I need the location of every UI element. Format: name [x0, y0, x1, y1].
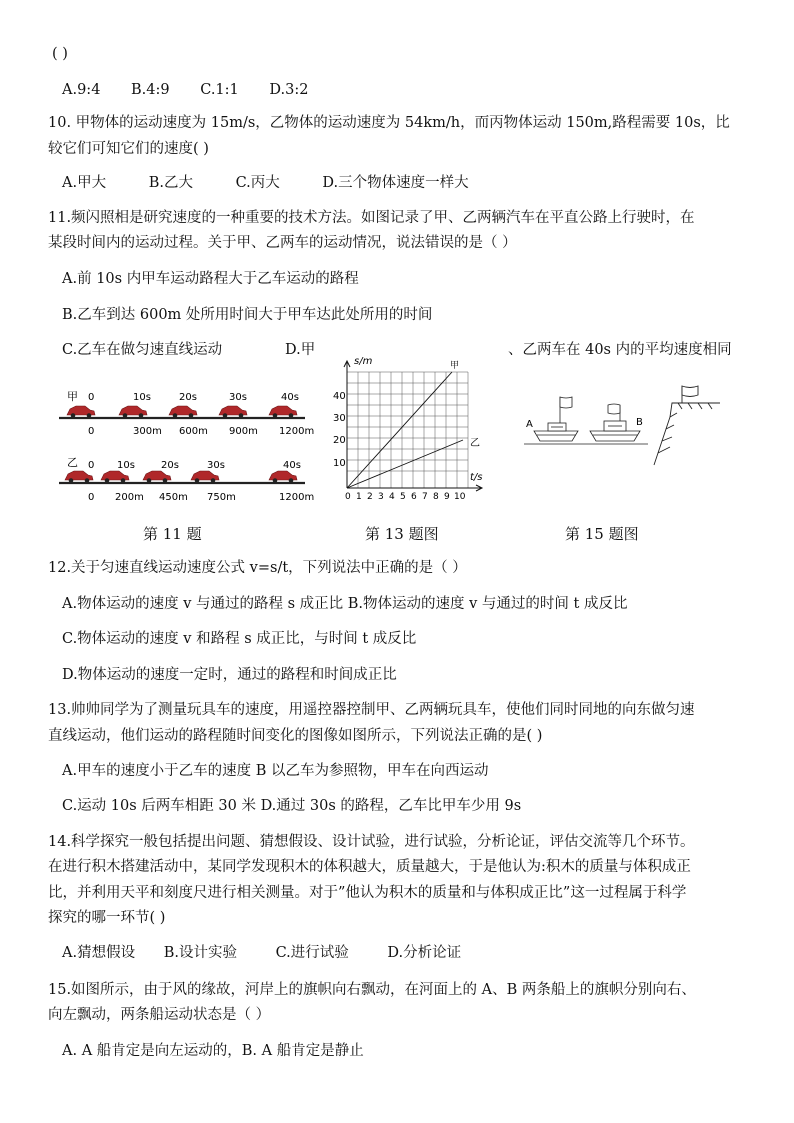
q13-options-ab: A.甲车的速度小于乙车的速度 B 以乙车为参照物，甲车在向西运动	[62, 763, 489, 779]
fig13-ylabel: s/m	[354, 356, 373, 367]
q15-stem-line1: 15.如图所示，由于风的缘故，河岸上的旗帜向右飘动，在河面上的 A、B 两条船上的旗帜分别向右、	[48, 982, 696, 998]
fig11-jia-car-1	[67, 406, 95, 418]
fig11-yi-time-2: 20s	[161, 460, 179, 471]
q11-stem-line2: 某段时间内的运动过程。关于甲、乙两车的运动情况，说法错误的是（ ）	[48, 235, 517, 251]
q13-options-cd: C.运动 10s 后两车相距 30 米 D.通过 30s 的路程，乙车比甲车少用 9s	[62, 798, 522, 814]
fig13-xtick-9: 9	[444, 492, 450, 502]
fig15-riverbank	[654, 386, 720, 465]
q12-option-d: D.物体运动的速度一定时，通过的路程和时间成正比	[62, 667, 397, 683]
fig15-caption: 第 15 题图	[565, 525, 639, 543]
fig13-line-jia	[347, 372, 452, 488]
fig11-yi-dist-2: 450m	[159, 492, 188, 503]
fig11-jia-time-0: 0	[88, 392, 95, 403]
fig11-yi-time-3: 30s	[207, 460, 225, 471]
q11-option-d-part2: 、乙两车在 40s 内的平均速度相同	[508, 342, 732, 358]
q14-stem-line1: 14.科学探究一般包括提出问题、猜想假设、设计试验，进行试验，分析论证，评估交流等几个环节。	[48, 834, 695, 850]
fig13-line-yi	[347, 440, 463, 488]
fig11-jia-label: 甲	[67, 390, 78, 403]
q14-options	[62, 943, 487, 963]
fig11-car-strobe	[55, 382, 315, 507]
fig11-jia-dist-0: 0	[88, 426, 95, 437]
q14-option-b: B.设计实验	[163, 945, 237, 961]
q13-stem-line1: 13.帅帅同学为了测量玩具车的速度，用遥控器控制甲、乙两辆玩具车，使他们同时同地的向东做匀速	[48, 702, 695, 718]
q14-option-a: A.猜想假设	[62, 945, 136, 961]
fig11-yi-time-0: 0	[88, 460, 95, 471]
q11-option-a: A.前 10s 内甲车运动路程大于乙车运动的路程	[62, 271, 359, 287]
q10-option-d: D.三个物体速度一样大	[322, 175, 469, 191]
fig15-boat-b	[590, 404, 640, 441]
q9-option-b: B.4:9	[131, 82, 170, 98]
q13-stem-line2: 直线运动，他们运动的路程随时间变化的图像如图所示，下列说法正确的是( )	[48, 728, 543, 744]
fig13-xtick-10: 10	[454, 492, 466, 502]
fig11-yi-dist-3: 750m	[207, 492, 236, 503]
fig13-caption: 第 13 题图	[365, 525, 439, 543]
fig15-boat-a	[534, 397, 578, 441]
fig13-xtick-3: 3	[378, 492, 384, 502]
fig11-yi-time-4: 40s	[283, 460, 301, 471]
fig13-xtick-1: 1	[356, 492, 362, 502]
fig13-xtick-0: 0	[345, 492, 351, 502]
fig15-boats	[520, 383, 730, 468]
fig15-boat-a-label: A	[526, 419, 533, 430]
q11-stem-line1: 11.频闪照相是研究速度的一种重要的技术方法。如图记录了甲、乙两辆汽车在平直公路上行驶时，在	[48, 210, 695, 226]
q15-stem-line2: 向左飘动，两条船运动状态是（ ）	[48, 1007, 271, 1023]
fig11-yi-car-4	[191, 471, 219, 483]
fig11-yi-car-2	[101, 471, 129, 483]
fig13-yi-label: 乙	[470, 438, 480, 449]
fig11-jia-time-2: 20s	[179, 392, 197, 403]
fig11-yi-car-3	[143, 471, 171, 483]
fig11-jia-time-4: 40s	[281, 392, 299, 403]
fig13-grid	[347, 372, 468, 488]
fig13-xtick-7: 7	[422, 492, 428, 502]
fig13-xtick-4: 4	[389, 492, 395, 502]
fig13-jia-label: 甲	[450, 361, 460, 371]
fig11-jia-car-5	[269, 406, 297, 418]
fig11-yi-dist-1: 200m	[115, 492, 144, 503]
fig11-jia-dist-3: 900m	[229, 426, 258, 437]
q14-stem-line2: 在进行积木搭建活动中，某同学发现积木的体积越大，质量越大，于是他认为:积木的质量与体积成正	[48, 859, 691, 875]
fig11-yi-time-1: 10s	[117, 460, 135, 471]
fig11-jia-dist-2: 600m	[179, 426, 208, 437]
fig13-st-graph	[330, 352, 490, 502]
q12-stem: 12.关于匀速直线运动速度公式 v=s/t，下列说法中正确的是（ ）	[48, 560, 467, 576]
q9-paren: ( )	[52, 46, 68, 62]
q9-option-c: C.1:1	[200, 82, 239, 98]
q10-stem-line1: 10. 甲物体的运动速度为 15m/s，乙物体的运动速度为 54km/h，而丙物体运动 150m,路程需要 10s，比	[48, 115, 730, 131]
fig11-yi-label: 乙	[67, 456, 78, 469]
fig11-jia-time-3: 30s	[229, 392, 247, 403]
fig11-jia-car-4	[219, 406, 247, 418]
q11-option-d-part1: D.甲	[285, 342, 316, 358]
q14-stem-line4: 探究的哪一环节( )	[48, 910, 166, 926]
fig13-ytick-40: 40	[333, 391, 346, 402]
fig13-xtick-6: 6	[411, 492, 417, 502]
q10-option-b: B.乙大	[148, 175, 193, 191]
fig11-jia-dist-4: 1200m	[279, 426, 315, 437]
fig15-boat-b-label: B	[636, 417, 643, 428]
q11-option-b: B.乙车到达 600m 处所用时间大于甲车达此处所用的时间	[62, 307, 433, 323]
q10-option-a: A.甲大	[62, 175, 107, 191]
fig13-ytick-30: 30	[333, 413, 346, 424]
fig11-yi-dist-4: 1200m	[279, 492, 315, 503]
fig11-jia-time-1: 10s	[133, 392, 151, 403]
q9-option-d: D.3:2	[269, 82, 309, 98]
q15-options-ab: A. A 船肯定是向左运动的，B. A 船肯定是静止	[62, 1043, 364, 1059]
q11-option-c: C.乙车在做匀速直线运动	[62, 342, 223, 358]
q10-stem-line2: 较它们可知它们的速度( )	[48, 141, 209, 157]
fig11-caption: 第 11 题	[143, 525, 202, 543]
fig13-ytick-10: 10	[333, 458, 346, 469]
q10-option-c: C.丙大	[235, 175, 280, 191]
fig13-xtick-8: 8	[433, 492, 439, 502]
fig11-yi-car-1	[65, 471, 93, 483]
fig11-yi-dist-0: 0	[88, 492, 95, 503]
fig11-yi-car-5	[269, 471, 297, 483]
q14-stem-line3: 比，并利用天平和刻度尺进行相关测量。对于”他认为积木的质量和与体积成正比”这一过程属于科学	[48, 885, 687, 901]
q10-options	[62, 173, 495, 193]
q9-option-a: A.9:4	[62, 82, 101, 98]
fig13-ytick-20: 20	[333, 435, 346, 446]
q14-option-d: D.分析论证	[387, 945, 462, 961]
fig13-xtick-5: 5	[400, 492, 406, 502]
q9-options	[62, 80, 334, 100]
fig13-xtick-2: 2	[367, 492, 373, 502]
q14-option-c: C.进行试验	[275, 945, 349, 961]
q12-option-c: C.物体运动的速度 v 和路程 s 成正比，与时间 t 成反比	[62, 631, 417, 647]
fig11-jia-dist-1: 300m	[133, 426, 162, 437]
fig11-jia-car-3	[169, 406, 197, 418]
fig13-xlabel: t/s	[470, 472, 483, 483]
q12-options-ab: A.物体运动的速度 v 与通过的路程 s 成正比 B.物体运动的速度 v 与通过的时间 t 成反比	[62, 596, 628, 612]
fig11-jia-car-2	[119, 406, 147, 418]
